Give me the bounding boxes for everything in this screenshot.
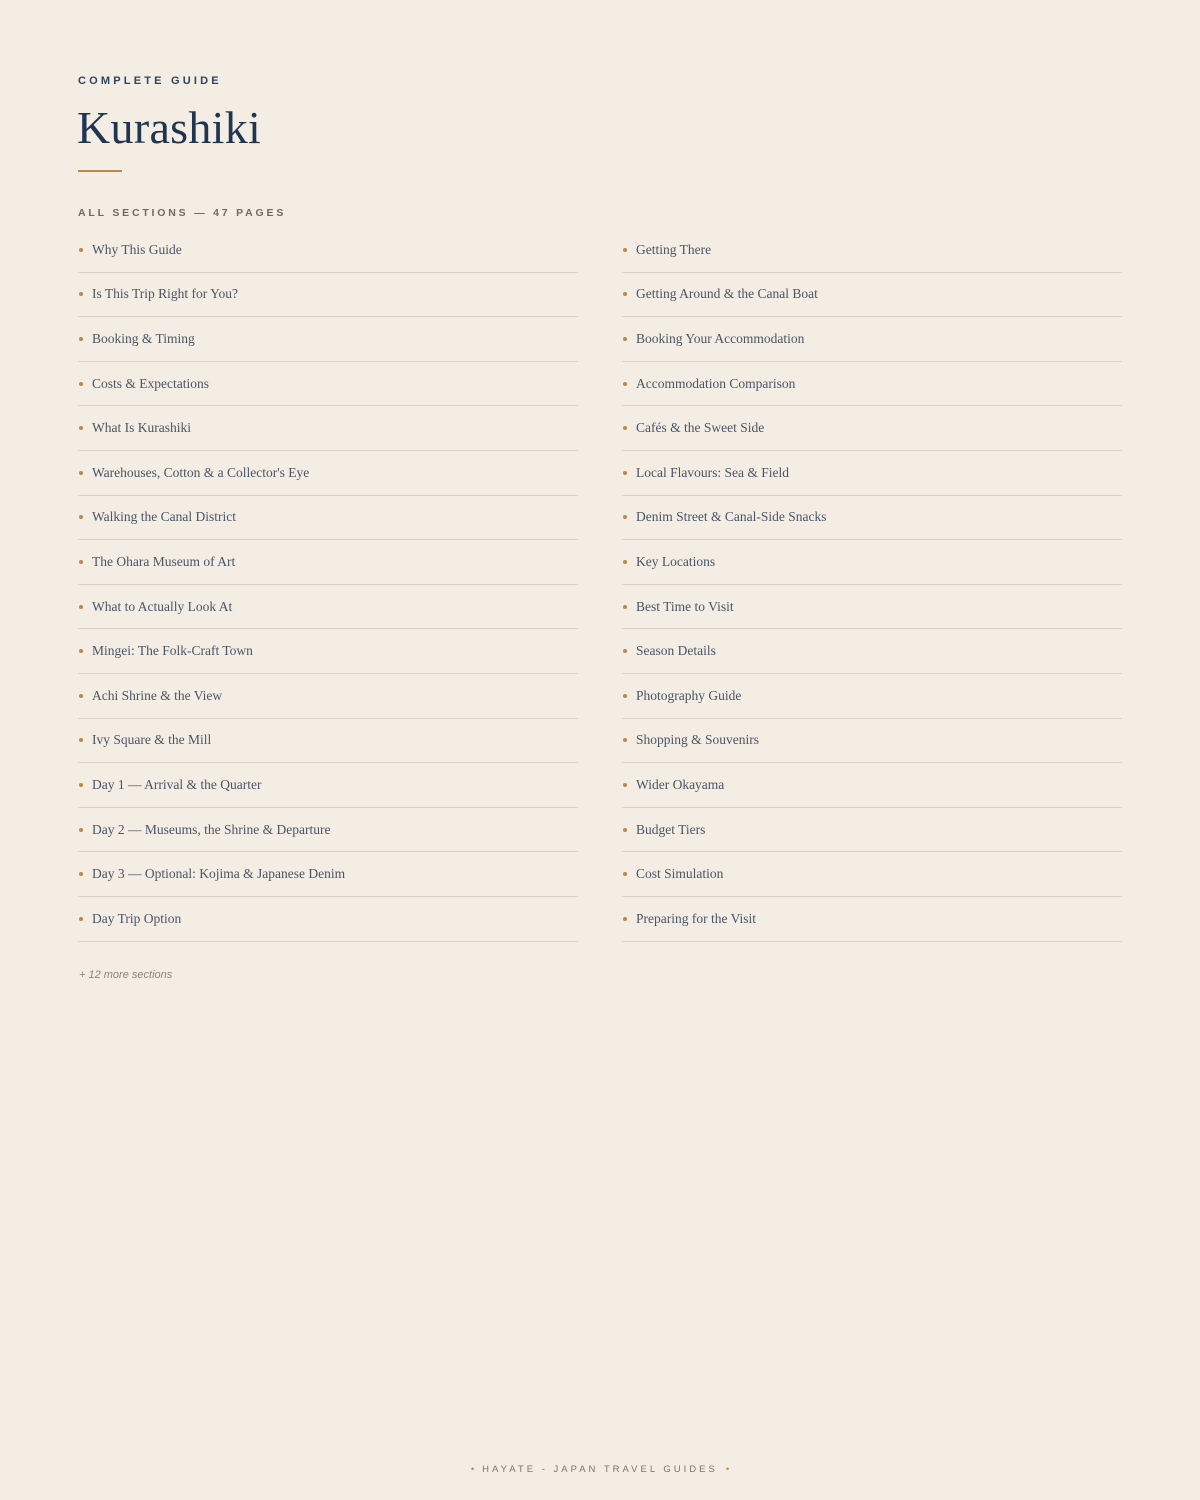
footer-brand: HAYATE - JAPAN TRAVEL GUIDES <box>482 1464 718 1475</box>
toc-item: Day 3 — Optional: Kojima & Japanese Denim <box>78 852 578 897</box>
more-sections-note: + 12 more sections <box>79 969 173 981</box>
toc-item: What Is Kurashiki <box>78 406 578 451</box>
toc-item: Mingei: The Folk-Craft Town <box>78 629 578 674</box>
toc-item: Walking the Canal District <box>78 496 578 541</box>
toc-item: What to Actually Look At <box>78 585 578 630</box>
toc-item: Booking & Timing <box>78 317 578 362</box>
toc-item: Denim Street & Canal-Side Snacks <box>622 496 1122 541</box>
footer <box>0 1464 1200 1475</box>
toc-column-right <box>622 228 1122 942</box>
toc-item: Shopping & Souvenirs <box>622 719 1122 764</box>
toc-item: Why This Guide <box>78 228 578 273</box>
toc-item: Key Locations <box>622 540 1122 585</box>
toc-item: Cafés & the Sweet Side <box>622 406 1122 451</box>
toc-item: Day 1 — Arrival & the Quarter <box>78 763 578 808</box>
toc-item: Getting Around & the Canal Boat <box>622 273 1122 318</box>
toc-item: Is This Trip Right for You? <box>78 273 578 318</box>
toc-item: Achi Shrine & the View <box>78 674 578 719</box>
toc-item: Day 2 — Museums, the Shrine & Departure <box>78 808 578 853</box>
toc-item: Best Time to Visit <box>622 585 1122 630</box>
toc-item: Costs & Expectations <box>78 362 578 407</box>
toc-heading: ALL SECTIONS — 47 PAGES <box>78 207 287 219</box>
eyebrow-label: COMPLETE GUIDE <box>78 75 222 87</box>
footer-bullet-left: • <box>470 1464 475 1475</box>
toc-item: Day Trip Option <box>78 897 578 942</box>
toc-item: Accommodation Comparison <box>622 362 1122 407</box>
toc-item: Cost Simulation <box>622 852 1122 897</box>
toc-item: Getting There <box>622 228 1122 273</box>
toc-item: Preparing for the Visit <box>622 897 1122 942</box>
toc-item: Season Details <box>622 629 1122 674</box>
toc-column-left <box>78 228 578 942</box>
footer-bullet-right: • <box>725 1464 730 1475</box>
toc-item: Local Flavours: Sea & Field <box>622 451 1122 496</box>
toc-item: Booking Your Accommodation <box>622 317 1122 362</box>
accent-divider <box>78 170 122 172</box>
toc-item: Warehouses, Cotton & a Collector's Eye <box>78 451 578 496</box>
toc-item: Photography Guide <box>622 674 1122 719</box>
toc-item: Budget Tiers <box>622 808 1122 853</box>
toc-item: Ivy Square & the Mill <box>78 719 578 764</box>
toc-item: Wider Okayama <box>622 763 1122 808</box>
toc-item: The Ohara Museum of Art <box>78 540 578 585</box>
page-title: Kurashiki <box>77 102 262 153</box>
